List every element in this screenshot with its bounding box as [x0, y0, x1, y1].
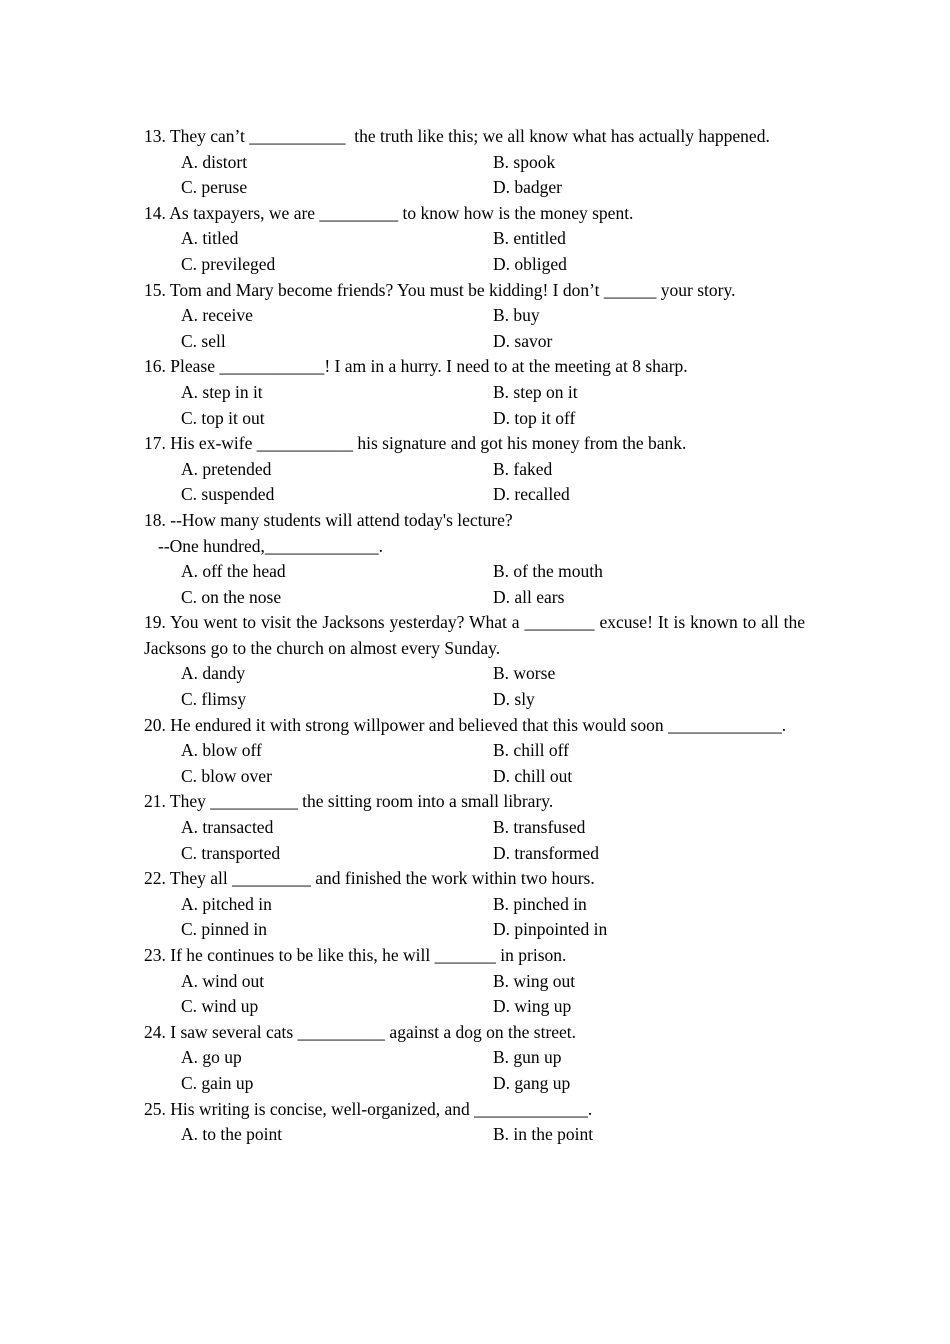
- question-stem: 25. His writing is concise, well-organized, and _____________.: [144, 1098, 593, 1119]
- question-item: [144, 866, 805, 943]
- answer-option: B. entitled: [493, 228, 566, 249]
- answer-option: A. distort: [181, 151, 248, 172]
- question-item: [144, 201, 805, 278]
- option-row: [144, 1122, 805, 1148]
- option-row: [144, 969, 805, 995]
- question-dialog-reply: --One hundred,_____________.: [158, 535, 384, 556]
- answer-option: A. step in it: [181, 381, 263, 402]
- question-stem: 15. Tom and Mary become friends? You must be kidding! I don’t ______ your story.: [144, 279, 736, 300]
- option-row: [144, 994, 805, 1020]
- question-item: [144, 1020, 805, 1097]
- question-stem: 17. His ex-wife ___________ his signature and got his money from the bank.: [144, 433, 687, 454]
- question-item: [144, 124, 805, 201]
- option-row: [144, 175, 805, 201]
- question-stem: 19. You went to visit the Jacksons yesterday? What a ________ excuse! It is known to all the Jacksons go to the church on almost every Sunday.: [144, 612, 810, 658]
- option-row: [144, 815, 805, 841]
- answer-option: B. wing out: [493, 970, 576, 991]
- answer-option: C. transported: [181, 842, 281, 863]
- question-stem: 20. He endured it with strong willpower and believed that this would soon _____________.: [144, 714, 787, 735]
- answer-option: A. receive: [181, 305, 253, 326]
- option-row: [144, 585, 805, 611]
- answer-option: C. wind up: [181, 996, 259, 1017]
- question-stem: 22. They all _________ and finished the work within two hours.: [144, 868, 595, 889]
- answer-option: D. badger: [493, 177, 563, 198]
- answer-option: A. transacted: [181, 817, 274, 838]
- answer-option: C. flimsy: [181, 689, 247, 710]
- question-item: [144, 508, 805, 610]
- answer-option: B. chill off: [493, 740, 569, 761]
- answer-option: B. step on it: [493, 381, 578, 402]
- option-row: [144, 559, 805, 585]
- answer-option: B. gun up: [493, 1047, 562, 1068]
- question-stem: 14. As taxpayers, we are _________ to know how is the money spent.: [144, 202, 634, 223]
- answer-option: A. dandy: [181, 663, 246, 684]
- question-stem: 24. I saw several cats __________ against a dog on the street.: [144, 1021, 577, 1042]
- answer-option: A. to the point: [181, 1124, 283, 1145]
- answer-option: C. peruse: [181, 177, 248, 198]
- answer-option: B. of the mouth: [493, 561, 603, 582]
- answer-option: B. worse: [493, 663, 556, 684]
- answer-option: C. sell: [181, 330, 226, 351]
- question-item: [144, 610, 810, 712]
- exam-page: [144, 124, 810, 1148]
- answer-option: C. top it out: [181, 407, 265, 428]
- answer-option: B. faked: [493, 458, 553, 479]
- option-row: [144, 457, 805, 483]
- answer-option: C. gain up: [181, 1072, 254, 1093]
- answer-option: D. recalled: [493, 484, 570, 505]
- answer-option: C. blow over: [181, 765, 272, 786]
- answer-option: D. pinpointed in: [493, 919, 608, 940]
- question-item: [144, 354, 805, 431]
- answer-option: B. in the point: [493, 1124, 594, 1145]
- option-row: [144, 661, 805, 687]
- answer-option: C. on the nose: [181, 586, 282, 607]
- question-stem: 13. They can’t ___________ the truth like this; we all know what has actually happened.: [144, 126, 770, 146]
- question-stem: 21. They __________ the sitting room into a small library.: [144, 791, 554, 812]
- answer-option: D. top it off: [493, 407, 576, 428]
- question-item: [144, 789, 805, 866]
- answer-option: A. blow off: [181, 740, 262, 761]
- answer-option: A. go up: [181, 1047, 242, 1068]
- answer-option: D. gang up: [493, 1072, 571, 1093]
- answer-option: A. pretended: [181, 458, 272, 479]
- answer-option: B. pinched in: [493, 893, 587, 914]
- answer-option: D. all ears: [493, 586, 565, 607]
- option-row: [144, 841, 805, 867]
- question-stem: 23. If he continues to be like this, he will _______ in prison.: [144, 945, 567, 965]
- option-row: [144, 380, 805, 406]
- answer-option: A. pitched in: [181, 893, 272, 914]
- option-row: [144, 764, 805, 790]
- question-item: [144, 943, 805, 1020]
- answer-option: D. obliged: [493, 253, 567, 274]
- option-row: [144, 892, 805, 918]
- answer-option: C. previleged: [181, 253, 276, 274]
- answer-option: D. savor: [493, 330, 553, 351]
- question-stem: 18. --How many students will attend today's lecture?: [144, 509, 513, 530]
- answer-option: C. pinned in: [181, 919, 268, 940]
- option-row: [144, 687, 805, 713]
- answer-option: A. wind out: [181, 970, 265, 991]
- question-item: [144, 1097, 805, 1148]
- answer-option: D. chill out: [493, 765, 573, 786]
- option-row: [144, 738, 805, 764]
- option-row: [144, 329, 805, 355]
- option-row: [144, 1045, 805, 1071]
- question-item: [144, 431, 805, 508]
- answer-option: B. buy: [493, 305, 540, 326]
- option-row: [144, 1071, 805, 1097]
- answer-option: D. sly: [493, 689, 535, 710]
- option-row: [144, 150, 805, 176]
- option-row: [144, 303, 805, 329]
- question-item: [144, 278, 805, 355]
- option-row: [144, 917, 805, 943]
- answer-option: B. spook: [493, 151, 556, 172]
- option-row: [144, 406, 805, 432]
- question-item: [144, 713, 805, 790]
- answer-option: A. off the head: [181, 561, 286, 582]
- option-row: [144, 482, 805, 508]
- answer-option: D. transformed: [493, 842, 599, 863]
- question-stem: 16. Please ____________! I am in a hurry. I need to at the meeting at 8 sharp.: [144, 356, 688, 377]
- answer-option: B. transfused: [493, 817, 586, 838]
- option-row: [144, 226, 805, 252]
- answer-option: D. wing up: [493, 996, 572, 1017]
- answer-option: A. titled: [181, 228, 239, 249]
- option-row: [144, 252, 805, 278]
- answer-option: C. suspended: [181, 484, 275, 505]
